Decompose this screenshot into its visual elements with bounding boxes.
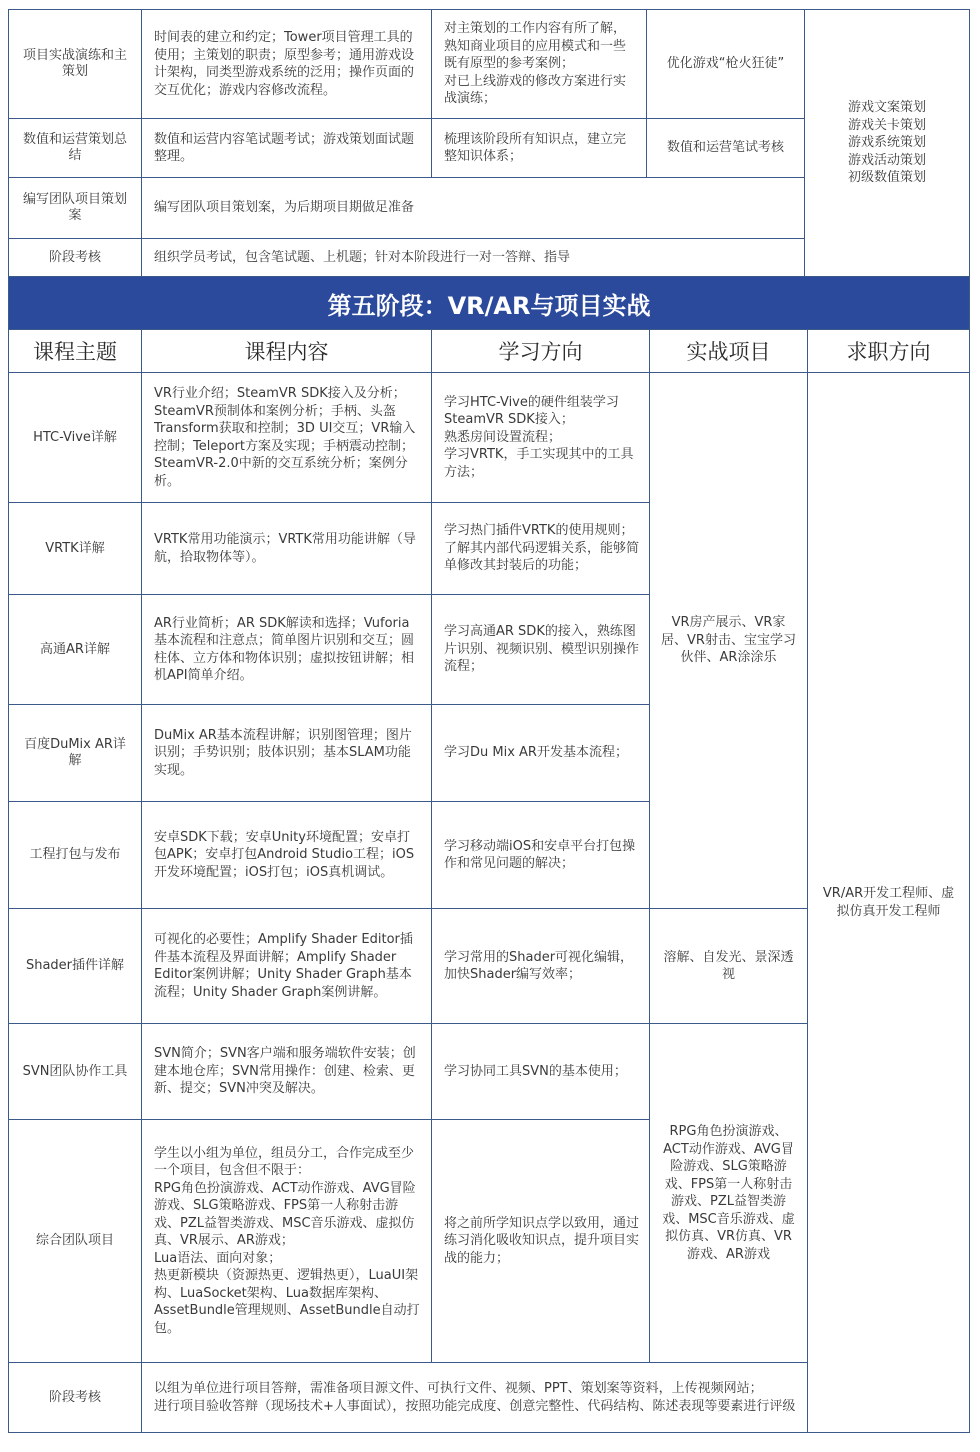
stage5-topic-3: 高通AR详解	[9, 595, 142, 705]
stage5-topic-5: 工程打包与发布	[9, 802, 142, 909]
stage4-career: 游戏文案策划 游戏关卡策划 游戏系统策划 游戏活动策划 初级数值策划	[805, 10, 970, 277]
stage4-direction-2: 梳理该阶段所有知识点，建立完整知识体系；	[432, 119, 647, 178]
stage5-content-9: 以组为单位进行项目答辩，需准备项目源文件、可执行文件、视频、PPT、策划案等资料，上传视频网站； 进行项目验收答辩（现场技术+人事面试），按照功能完成度、创意完整性、代码结构、陈述表现等要素进行评级	[142, 1363, 808, 1433]
stage5-direction-3: 学习高通AR SDK的接入，熟练图片识别、视频识别、模型识别操作流程；	[432, 595, 650, 705]
stage5-content-4: DuMix AR基本流程讲解；识别图管理；图片识别；手势识别；肢体识别；基本SLAM功能实现。	[142, 705, 432, 802]
stage5-career: VR/AR开发工程师、虚拟仿真开发工程师	[808, 373, 970, 1433]
stage4-topic-3: 编写团队项目策划案	[9, 178, 142, 239]
stage5-project-1: VR房产展示、VR家居、VR射击、宝宝学习伙伴、AR涂涂乐	[650, 373, 808, 909]
stage5-project-3: RPG角色扮演游戏、ACT动作游戏、AVG冒险游戏、SLG策略游戏、FPS第一人称射击游戏、PZL益智类游戏、MSC音乐游戏、虚拟仿真、VR仿真、VR游戏、AR游戏	[650, 1024, 808, 1363]
stage5-topic-4: 百度DuMix AR详解	[9, 705, 142, 802]
stage5-topic-2: VRTK详解	[9, 503, 142, 595]
stage5-direction-4: 学习Du Mix AR开发基本流程；	[432, 705, 650, 802]
header-topic: 课程主题	[9, 330, 142, 373]
header-direction: 学习方向	[432, 330, 650, 373]
stage5-content-6: 可视化的必要性；Amplify Shader Editor插件基本流程及界面讲解；Amplify Shader Editor案例讲解；Unity Shader Graph基本流程；Unity Shader Graph案例讲解。	[142, 909, 432, 1024]
stage5-direction-8: 将之前所学知识点学以致用，通过练习消化吸收知识点，提升项目实战的能力；	[432, 1120, 650, 1363]
stage5-topic-1: HTC-Vive详解	[9, 373, 142, 503]
stage5-direction-5: 学习移动端iOS和安卓平台打包操作和常见问题的解决；	[432, 802, 650, 909]
stage5-direction-7: 学习协同工具SVN的基本使用；	[432, 1024, 650, 1120]
stage4-direction-1: 对主策划的工作内容有所了解，熟知商业项目的应用模式和一些既有原型的参考案例； 对已上线游戏的修改方案进行实战演练；	[432, 10, 647, 119]
stage5-direction-2: 学习热门插件VRTK的使用规则；了解其内部代码逻辑关系，能够简单修改其封装后的功能；	[432, 503, 650, 595]
header-content: 课程内容	[142, 330, 432, 373]
stage5-direction-6: 学习常用的Shader可视化编辑，加快Shader编写效率；	[432, 909, 650, 1024]
stage5-table	[8, 276, 970, 1433]
stage4-table	[8, 9, 970, 277]
stage4-content-1: 时间表的建立和约定；Tower项目管理工具的使用；主策划的职责；原型参考；通用游戏设计架构，同类型游戏系统的泛用；操作页面的交互优化；游戏内容修改流程。	[142, 10, 432, 119]
stage5-topic-7: SVN团队协作工具	[9, 1024, 142, 1120]
stage4-topic-2: 数值和运营策划总结	[9, 119, 142, 178]
stage5-topic-8: 综合团队项目	[9, 1120, 142, 1363]
stage5-topic-6: Shader插件详解	[9, 909, 142, 1024]
stage4-project-1: 优化游戏“枪火狂徒”	[647, 10, 805, 119]
stage4-content-4: 组织学员考试，包含笔试题、上机题；针对本阶段进行一对一答辩、指导	[142, 239, 805, 277]
stage4-project-2: 数值和运营笔试考核	[647, 119, 805, 178]
stage5-content-8: 学生以小组为单位，组员分工，合作完成至少一个项目，包含但不限于： RPG角色扮演游戏、ACT动作游戏、AVG冒险游戏、SLG策略游戏、FPS第一人称射击游戏、PZL益智类游戏、MSC音乐游戏、虚拟仿真、VR展示、AR游戏； Lua语法、面向对象； 热更新模块（资源热更、逻辑热更），LuaUI架构、LuaSocket架构、Lua数据库架构、AssetBundle管理规则、AssetBundle自动打包。	[142, 1120, 432, 1363]
stage5-content-5: 安卓SDK下载；安卓Unity环境配置；安卓打包APK；安卓打包Android Studio工程；iOS开发环境配置；iOS打包；iOS真机调试。	[142, 802, 432, 909]
stage4-content-3: 编写团队项目策划案，为后期项目期做足准备	[142, 178, 805, 239]
stage4-topic-4: 阶段考核	[9, 239, 142, 277]
stage5-content-3: AR行业简析；AR SDK解读和选择；Vuforia基本流程和注意点；简单图片识别和交互；圆柱体、立方体和物体识别；虚拟按钮讲解；相机API简单介绍。	[142, 595, 432, 705]
stage5-project-2: 溶解、自发光、景深透视	[650, 909, 808, 1024]
stage5-topic-9: 阶段考核	[9, 1363, 142, 1433]
stage5-title-band: 第五阶段：VR/AR与项目实战	[9, 277, 970, 330]
stage5-content-7: SVN简介；SVN客户端和服务端软件安装；创建本地仓库；SVN常用操作：创建、检索、更新、提交；SVN冲突及解决。	[142, 1024, 432, 1120]
stage4-content-2: 数值和运营内容笔试题考试；游戏策划面试题整理。	[142, 119, 432, 178]
header-project: 实战项目	[650, 330, 808, 373]
stage5-content-2: VRTK常用功能演示；VRTK常用功能讲解（导航，拾取物体等）。	[142, 503, 432, 595]
stage5-content-1: VR行业介绍；SteamVR SDK接入及分析；SteamVR预制体和案例分析；手柄、头盔Transform获取和控制；3D UI交互；VR输入控制；Teleport方案及实现；手柄震动控制；SteamVR-2.0中新的交互系统分析；案例分析。	[142, 373, 432, 503]
stage5-direction-1: 学习HTC-Vive的硬件组装学习SteamVR SDK接入； 熟悉房间设置流程； 学习VRTK，手工实现其中的工具方法；	[432, 373, 650, 503]
stage4-topic-1: 项目实战演练和主策划	[9, 10, 142, 119]
header-career: 求职方向	[808, 330, 970, 373]
